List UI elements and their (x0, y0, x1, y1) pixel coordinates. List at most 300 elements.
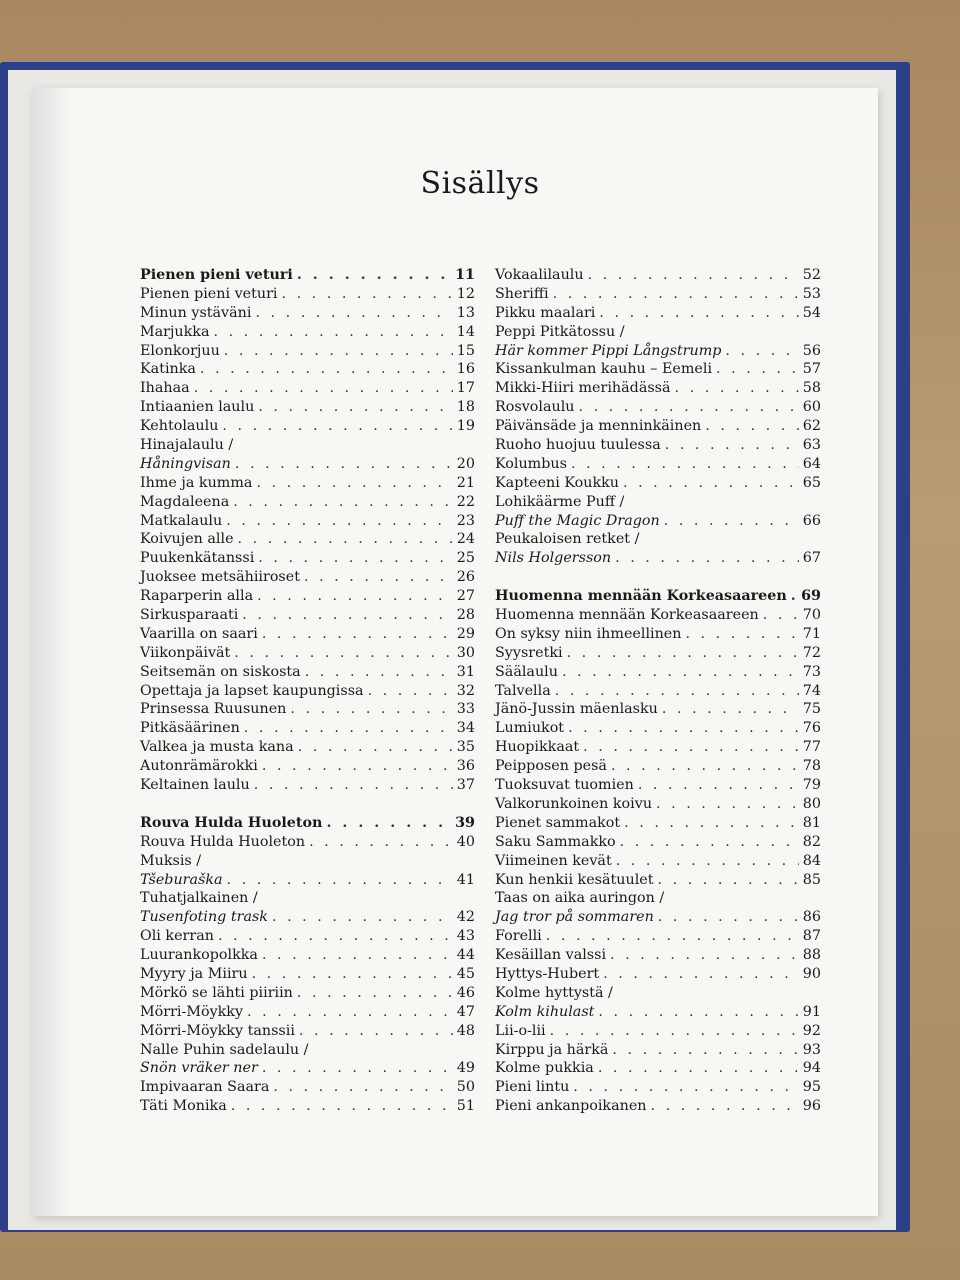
toc-entry (140, 417, 475, 436)
toc-page-number: 93 (802, 1041, 821, 1058)
toc-page-number: 46 (456, 984, 475, 1001)
toc-entry (495, 908, 821, 927)
dot-leader (638, 776, 799, 795)
toc-entry (140, 776, 475, 795)
toc-page-number: 72 (802, 644, 821, 661)
toc-page-number: 42 (456, 909, 475, 926)
toc-entry-title: Keltainen laulu (140, 777, 250, 794)
toc-entry-title: Muksis / (140, 852, 202, 869)
toc-page-number: 15 (456, 342, 475, 359)
toc-entry (140, 889, 475, 908)
toc-entry-title: Opettaja ja lapset kaupungissa (140, 682, 364, 699)
toc-entry-title: Tusenfoting trask (140, 909, 268, 926)
dot-leader (568, 719, 799, 738)
dot-leader (326, 814, 451, 833)
dot-leader (194, 379, 453, 398)
toc-entry (140, 1059, 475, 1078)
toc-entry (140, 1097, 475, 1116)
dot-leader (305, 663, 453, 682)
toc-entry-title: Lii-o-lii (495, 1022, 546, 1039)
toc-entry (140, 984, 475, 1003)
dot-leader (222, 417, 452, 436)
toc-page-number: 18 (456, 399, 475, 416)
dot-leader (255, 304, 452, 323)
dot-leader (224, 342, 453, 361)
toc-entry-title: Seitsemän on siskosta (140, 663, 301, 680)
toc-page-number: 51 (456, 1098, 475, 1115)
toc-entry (140, 1022, 475, 1041)
toc-entry-title: Lumiukot (495, 720, 565, 737)
toc-page-number: 63 (802, 437, 821, 454)
toc-entry (495, 493, 821, 512)
toc-page-number: 35 (456, 739, 475, 756)
dot-leader (598, 1059, 799, 1078)
toc-page-number: 39 (455, 814, 475, 831)
toc-entry (495, 606, 821, 625)
toc-page-number: 53 (802, 285, 821, 302)
dot-leader (231, 1097, 453, 1116)
toc-entry-title: Peukaloisen retket / (495, 531, 640, 548)
toc-page-number: 13 (456, 304, 475, 321)
toc-entry (140, 379, 475, 398)
toc-entry-title: Peipposen pesä (495, 758, 607, 775)
toc-page-number: 47 (456, 1003, 475, 1020)
toc-entry (140, 719, 475, 738)
toc-entry (495, 285, 821, 304)
toc-page-number: 32 (456, 682, 475, 699)
toc-page-number: 40 (456, 833, 475, 850)
toc-page-number: 64 (802, 455, 821, 472)
toc-entry (495, 417, 821, 436)
toc-page-number: 27 (456, 588, 475, 605)
toc-entry (140, 360, 475, 379)
toc-entry-title: Myyry ja Miiru (140, 965, 248, 982)
toc-entry-title: Här kommer Pippi Långstrump (495, 342, 722, 359)
toc-entry-title: Huomenna mennään Korkeasaareen (495, 588, 787, 605)
dot-leader (234, 644, 453, 663)
toc-entry (140, 323, 475, 342)
toc-entry (140, 908, 475, 927)
toc-entry-title: Lohikäärme Puff / (495, 493, 625, 510)
toc-entry-title: Nils Holgersson (495, 550, 612, 567)
toc-entry (495, 530, 821, 549)
toc-entry (495, 379, 821, 398)
toc-entry (495, 871, 821, 890)
toc-entry (495, 946, 821, 965)
toc-entry (495, 965, 821, 984)
toc-entry (495, 266, 821, 285)
toc-page-number: 31 (456, 663, 475, 680)
toc-entry-title: Ihme ja kumma (140, 474, 253, 491)
toc-page-number: 73 (802, 663, 821, 680)
dot-leader (262, 1059, 453, 1078)
toc-entry (495, 663, 821, 682)
dot-leader (304, 568, 453, 587)
toc-entry (495, 738, 821, 757)
toc-entry-title: Mörri-Möykky tanssii (140, 1022, 295, 1039)
toc-entry (140, 682, 475, 701)
toc-page-number: 21 (456, 474, 475, 491)
dot-leader (716, 360, 799, 379)
toc-page-number: 19 (456, 418, 475, 435)
toc-entry-title: Rouva Hulda Huoleton (140, 814, 323, 831)
toc-page-number: 16 (456, 361, 475, 378)
toc-page-number: 37 (456, 777, 475, 794)
toc-entry-title: Intiaanien laulu (140, 399, 255, 416)
dot-leader (257, 587, 453, 606)
toc-page-number: 48 (456, 1022, 475, 1039)
toc-entry-title: Pikku maalari (495, 304, 596, 321)
dot-leader (616, 852, 799, 871)
toc-entry (140, 606, 475, 625)
dot-leader (218, 927, 453, 946)
toc-entry-title: Täti Monika (140, 1098, 227, 1115)
toc-page-number: 86 (802, 909, 821, 926)
toc-entry (140, 663, 475, 682)
toc-entry (495, 984, 821, 1003)
dot-leader (200, 360, 453, 379)
dot-leader (658, 908, 799, 927)
toc-page-number: 90 (802, 965, 821, 982)
toc-entry-title: Minun ystäväni (140, 304, 252, 321)
toc-entry (495, 342, 821, 361)
toc-page-number: 84 (802, 852, 821, 869)
toc-entry (495, 1059, 821, 1078)
toc-page-number: 24 (456, 531, 475, 548)
toc-page-number: 30 (456, 644, 475, 661)
toc-entry (140, 568, 475, 587)
toc-page-number: 95 (802, 1079, 821, 1096)
toc-entry (140, 700, 475, 719)
toc-entry-title: Hyttys-Hubert (495, 965, 600, 982)
toc-entry-title: Juoksee metsähiiroset (140, 569, 300, 586)
dot-leader (252, 965, 453, 984)
toc-entry-title: Katinka (140, 361, 196, 378)
toc-page-number: 79 (802, 777, 821, 794)
dot-leader (238, 530, 453, 549)
toc-entry-title: Magdaleena (140, 493, 230, 510)
toc-entry (140, 625, 475, 644)
toc-page-number: 17 (456, 380, 475, 397)
toc-entry-title: Rosvolaulu (495, 399, 575, 416)
toc-entry-title: Raparperin alla (140, 588, 254, 605)
toc-entry (140, 738, 475, 757)
toc-entry (495, 625, 821, 644)
toc-entry-title: Kolm kihulast (495, 1003, 595, 1020)
toc-entry-title: Pitkäsäärinen (140, 720, 240, 737)
toc-entry (140, 871, 475, 890)
dot-leader (571, 455, 799, 474)
toc-entry (140, 833, 475, 852)
toc-page-number: 62 (802, 418, 821, 435)
dot-leader (281, 285, 452, 304)
toc-entry-title: Tuoksuvat tuomien (495, 777, 634, 794)
toc-entry (140, 965, 475, 984)
toc-entry (495, 1022, 821, 1041)
toc-entry (140, 493, 475, 512)
dot-leader (675, 379, 799, 398)
toc-entry-title: Mörri-Möykky (140, 1003, 244, 1020)
dot-leader (309, 833, 453, 852)
toc-page-number: 92 (802, 1022, 821, 1039)
dot-leader (256, 474, 452, 493)
toc-entry (140, 587, 475, 606)
toc-entry-title: On syksy niin ihmeellinen (495, 625, 682, 642)
dot-leader (247, 1003, 453, 1022)
dot-leader (235, 455, 453, 474)
dot-leader (623, 474, 799, 493)
toc-entry-title: Mikki-Hiiri merihädässä (495, 380, 671, 397)
toc-page-number: 34 (456, 720, 475, 737)
dot-leader (242, 606, 453, 625)
dot-leader (620, 833, 799, 852)
toc-page-number: 29 (456, 625, 475, 642)
dot-leader (262, 757, 453, 776)
toc-entry-title: Nalle Puhin sadelaulu / (140, 1041, 309, 1058)
toc-entry-title: Vokaalilaulu (495, 267, 584, 283)
toc-entry (140, 549, 475, 568)
toc-entry-title: Syysretki (495, 644, 563, 661)
toc-entry-title: Kolme pukkia (495, 1060, 594, 1077)
toc-page-number: 41 (456, 871, 475, 888)
toc-entry-title: Ihahaa (140, 380, 190, 397)
toc-entry-title: Pieni lintu (495, 1079, 570, 1096)
toc-entry (140, 436, 475, 455)
toc-entry (495, 833, 821, 852)
dot-leader (298, 738, 453, 757)
dot-leader (258, 549, 453, 568)
toc-page-number: 57 (802, 361, 821, 378)
dot-leader (297, 984, 453, 1003)
toc-entry (140, 398, 475, 417)
toc-entry (140, 342, 475, 361)
dot-leader (214, 323, 453, 342)
toc-page-number: 66 (802, 512, 821, 529)
dot-leader (244, 719, 453, 738)
toc-entry (495, 436, 821, 455)
toc-entry-title: Ruoho huojuu tuulessa (495, 437, 661, 454)
toc-entry (495, 1003, 821, 1022)
toc-entry (495, 682, 821, 701)
toc-entry-title: Koivujen alle (140, 531, 234, 548)
dot-leader (290, 700, 452, 719)
toc-entry-title: Valkorunkoinen koivu (495, 795, 653, 812)
toc-page-number: 49 (456, 1060, 475, 1077)
toc-entry-title: Mörkö se lähti piiriin (140, 984, 293, 1001)
toc-entry-title: Puff the Magic Dragon (495, 512, 660, 529)
toc-page-number: 36 (456, 758, 475, 775)
toc-entry (495, 795, 821, 814)
toc-right-column (495, 266, 821, 1116)
toc-entry-title: Viimeinen kevät (495, 852, 612, 869)
toc-page-number: 25 (456, 550, 475, 567)
dot-leader (562, 663, 799, 682)
toc-entry-title: Kapteeni Koukku (495, 474, 619, 491)
toc-entry-title: Pieni ankanpoikanen (495, 1098, 647, 1115)
toc-page-number: 56 (802, 342, 821, 359)
toc-entry-title: Autonrämärokki (140, 758, 258, 775)
dot-leader (598, 1003, 798, 1022)
dot-leader (226, 512, 453, 531)
toc-entry (495, 927, 821, 946)
toc-page-number: 71 (802, 625, 821, 642)
dot-leader (262, 625, 453, 644)
toc-entry-title: Jag tror på sommaren (495, 909, 654, 926)
toc-entry-title: Tšeburaška (140, 871, 223, 888)
toc-page-number: 96 (802, 1098, 821, 1115)
dot-leader (297, 266, 451, 285)
toc-entry (495, 700, 821, 719)
toc-entry-title: Rouva Hulda Huoleton (140, 833, 306, 850)
toc-entry (495, 304, 821, 323)
dot-leader (763, 606, 799, 625)
toc-entry (140, 1078, 475, 1097)
dot-leader (555, 682, 799, 701)
dot-leader (368, 682, 453, 701)
toc-page-number: 78 (802, 758, 821, 775)
toc-entry (495, 719, 821, 738)
toc-entry-title: Kirppu ja härkä (495, 1041, 609, 1058)
toc-page-number: 58 (802, 380, 821, 397)
toc-page-number: 75 (802, 701, 821, 718)
toc-entry-title: Luurankopolkka (140, 947, 258, 964)
toc-entry-title: Kehtolaulu (140, 418, 219, 435)
dot-leader (262, 946, 453, 965)
toc-entry-title: Talvella (495, 682, 551, 699)
toc-entry (140, 1041, 475, 1060)
toc-entry-title: Pienen pieni veturi (140, 267, 293, 283)
toc-entry (495, 757, 821, 776)
toc-page-number: 76 (802, 720, 821, 737)
toc-entry-title: Oli kerran (140, 928, 214, 945)
toc-entry (140, 474, 475, 493)
toc-entry (495, 512, 821, 531)
toc-page-number: 54 (802, 304, 821, 321)
dot-leader (227, 871, 453, 890)
toc-page-number: 44 (456, 947, 475, 964)
toc-entry-title: Huopikkaat (495, 739, 580, 756)
toc-entry (495, 852, 821, 871)
toc-entry-title: Impivaaran Saara (140, 1079, 270, 1096)
toc-entry (495, 398, 821, 417)
toc-page-number: 74 (802, 682, 821, 699)
toc-page-number: 67 (802, 550, 821, 567)
toc-entry-title: Pienen pieni veturi (140, 285, 278, 302)
dot-leader (567, 644, 799, 663)
toc-entry (140, 946, 475, 965)
dot-leader (299, 1022, 453, 1041)
toc-entry-title: Puukenkätanssi (140, 550, 255, 567)
dot-leader (656, 795, 799, 814)
toc-entry-title: Jänö-Jussin mäenlasku (495, 701, 658, 718)
section-spacer (140, 795, 475, 814)
toc-page-number: 85 (802, 871, 821, 888)
toc-entry (495, 360, 821, 379)
toc-page-number: 77 (802, 739, 821, 756)
toc-entry (495, 644, 821, 663)
toc-entry-title: Prinsessa Ruusunen (140, 701, 287, 718)
toc-page-number: 70 (802, 607, 821, 624)
toc-entry-title: Valkea ja musta kana (140, 739, 294, 756)
toc-entry-title: Saku Sammakko (495, 833, 616, 850)
toc-entry (495, 323, 821, 342)
toc-entry (140, 927, 475, 946)
dot-leader (553, 285, 799, 304)
toc-page-number: 60 (802, 399, 821, 416)
toc-entry-title: Säälaulu (495, 663, 558, 680)
toc-entry-title: Päivänsäde ja menninkäinen (495, 418, 702, 435)
toc-section-heading (495, 587, 821, 606)
dot-leader (685, 625, 798, 644)
toc-entry (140, 512, 475, 531)
toc-entry-title: Viikonpäivät (140, 644, 231, 661)
toc-entry (140, 852, 475, 871)
dot-leader (612, 1041, 798, 1060)
toc-entry-title: Kolumbus (495, 455, 567, 472)
dot-leader (651, 1097, 799, 1116)
toc-entry-title: Huomenna mennään Korkeasaareen (495, 607, 759, 624)
toc-entry-title: Kun henkii kesätuulet (495, 871, 654, 888)
toc-entry-title: Forelli (495, 928, 542, 945)
toc-entry (495, 474, 821, 493)
toc-page-number: 50 (456, 1079, 475, 1096)
toc-entry (495, 1078, 821, 1097)
toc-entry-title: Vaarilla on saari (140, 625, 258, 642)
toc-page-number: 94 (802, 1060, 821, 1077)
toc-page-number: 45 (456, 965, 475, 982)
toc-entry (495, 814, 821, 833)
toc-entry-title: Tuhatjalkainen / (140, 890, 258, 907)
toc-entry (140, 530, 475, 549)
toc-entry-title: Hinajalaulu / (140, 437, 234, 454)
toc-entry (140, 455, 475, 474)
dot-leader (550, 1022, 799, 1041)
toc-entry-title: Håningvisan (140, 455, 231, 472)
dot-leader (615, 549, 799, 568)
dot-leader (273, 1078, 452, 1097)
dot-leader (657, 871, 798, 890)
toc-entry (140, 285, 475, 304)
dot-leader (233, 493, 453, 512)
dot-leader (611, 757, 799, 776)
dot-leader (705, 417, 799, 436)
toc-entry-title: Kolme hyttystä / (495, 984, 613, 1001)
toc-entry-title: Snön vräker ner (140, 1060, 258, 1077)
dot-leader (725, 342, 798, 361)
dot-leader (588, 266, 799, 285)
toc-page-number: 82 (802, 833, 821, 850)
toc-entry (495, 889, 821, 908)
toc-page-number: 91 (802, 1003, 821, 1020)
toc-left-column (140, 266, 475, 1116)
dot-leader (791, 587, 797, 606)
toc-entry-title: Sheriffi (495, 285, 549, 302)
dot-leader (662, 700, 799, 719)
toc-entry (140, 757, 475, 776)
toc-entry (495, 549, 821, 568)
toc-entry (495, 776, 821, 795)
dot-leader (599, 304, 798, 323)
toc-entry-title: Kissankulman kauhu – Eemeli (495, 361, 713, 378)
toc-page-number: 23 (456, 512, 475, 529)
toc-entry (495, 455, 821, 474)
toc-page-number: 33 (456, 701, 475, 718)
toc-page-number: 81 (802, 814, 821, 831)
toc-page-number: 11 (455, 267, 475, 283)
toc-entry-title: Pienet sammakot (495, 814, 621, 831)
toc-entry (495, 1097, 821, 1116)
toc-section-heading (140, 266, 475, 285)
